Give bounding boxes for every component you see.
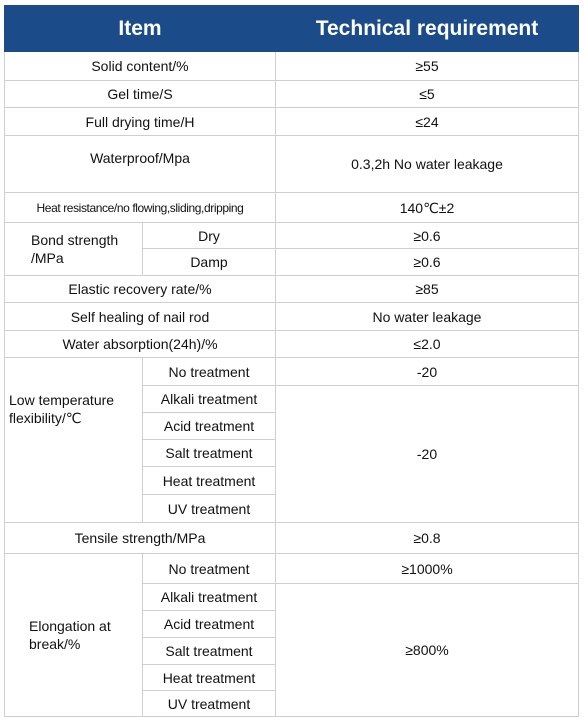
table-header-row: [5, 6, 579, 52]
subitem-cell: Acid treatment: [143, 413, 276, 440]
value-cell: ≥800%: [276, 584, 579, 717]
subitem-cell: Heat treatment: [143, 665, 276, 691]
subitem-cell: No treatment: [143, 554, 276, 584]
value-cell: ≥55: [276, 52, 579, 81]
value-cell: No water leakage: [276, 303, 579, 331]
table-row: [5, 358, 579, 386]
item-cell: Solid content/%: [5, 52, 276, 81]
value-cell: -20: [276, 358, 579, 386]
subitem-cell: UV treatment: [143, 495, 276, 523]
item-cell: Water absorption(24h)/%: [5, 331, 276, 358]
table-row: [5, 303, 579, 331]
header-item: Item: [5, 6, 276, 52]
subitem-cell: Salt treatment: [143, 638, 276, 665]
value-cell: -20: [276, 386, 579, 523]
subitem-cell: Heat treatment: [143, 467, 276, 495]
value-cell: ≤2.0: [276, 331, 579, 358]
table-row: [5, 223, 579, 249]
table-row: [5, 554, 579, 584]
item-cell: Tensile strength/MPa: [5, 523, 276, 554]
value-cell: ≤5: [276, 81, 579, 108]
value-cell: ≤24: [276, 108, 579, 136]
table-row: [5, 331, 579, 358]
value-cell: ≥0.8: [276, 523, 579, 554]
table-row: [5, 276, 579, 303]
table-row: [5, 193, 579, 223]
item-cell: Full drying time/H: [5, 108, 276, 136]
table-row: [5, 136, 579, 193]
subitem-cell: Acid treatment: [143, 611, 276, 638]
value-cell: ≥0.6: [276, 223, 579, 249]
item-cell: Elastic recovery rate/%: [5, 276, 276, 303]
item-cell: Gel time/S: [5, 81, 276, 108]
subitem-cell: Salt treatment: [143, 440, 276, 467]
item-cell: Self healing of nail rod: [5, 303, 276, 331]
value-cell: ≥85: [276, 276, 579, 303]
subitem-cell: Alkali treatment: [143, 584, 276, 611]
subitem-cell: No treatment: [143, 358, 276, 386]
table-row: [5, 81, 579, 108]
value-cell: 140℃±2: [276, 193, 579, 223]
item-cell: Heat resistance/no flowing,sliding,dripping: [5, 193, 276, 223]
item-cell-elongation: Elongation at break/%: [5, 554, 143, 717]
value-cell: ≥1000%: [276, 554, 579, 584]
technical-requirements-table: [4, 5, 579, 717]
subitem-cell: Dry: [143, 223, 276, 249]
table-row: [5, 523, 579, 554]
header-technical-requirement: Technical requirement: [276, 6, 579, 52]
item-cell: Waterproof/Mpa: [5, 136, 276, 193]
subitem-cell: UV treatment: [143, 691, 276, 717]
value-cell: 0.3,2h No water leakage: [276, 136, 579, 193]
item-cell-low-temperature: Low temperature flexibility/℃: [5, 358, 143, 523]
table-row: [5, 52, 579, 81]
table-row: [5, 108, 579, 136]
subitem-cell: Alkali treatment: [143, 386, 276, 413]
value-cell: ≥0.6: [276, 249, 579, 276]
subitem-cell: Damp: [143, 249, 276, 276]
item-cell-bond-strength: Bond strength /MPa: [5, 223, 143, 276]
